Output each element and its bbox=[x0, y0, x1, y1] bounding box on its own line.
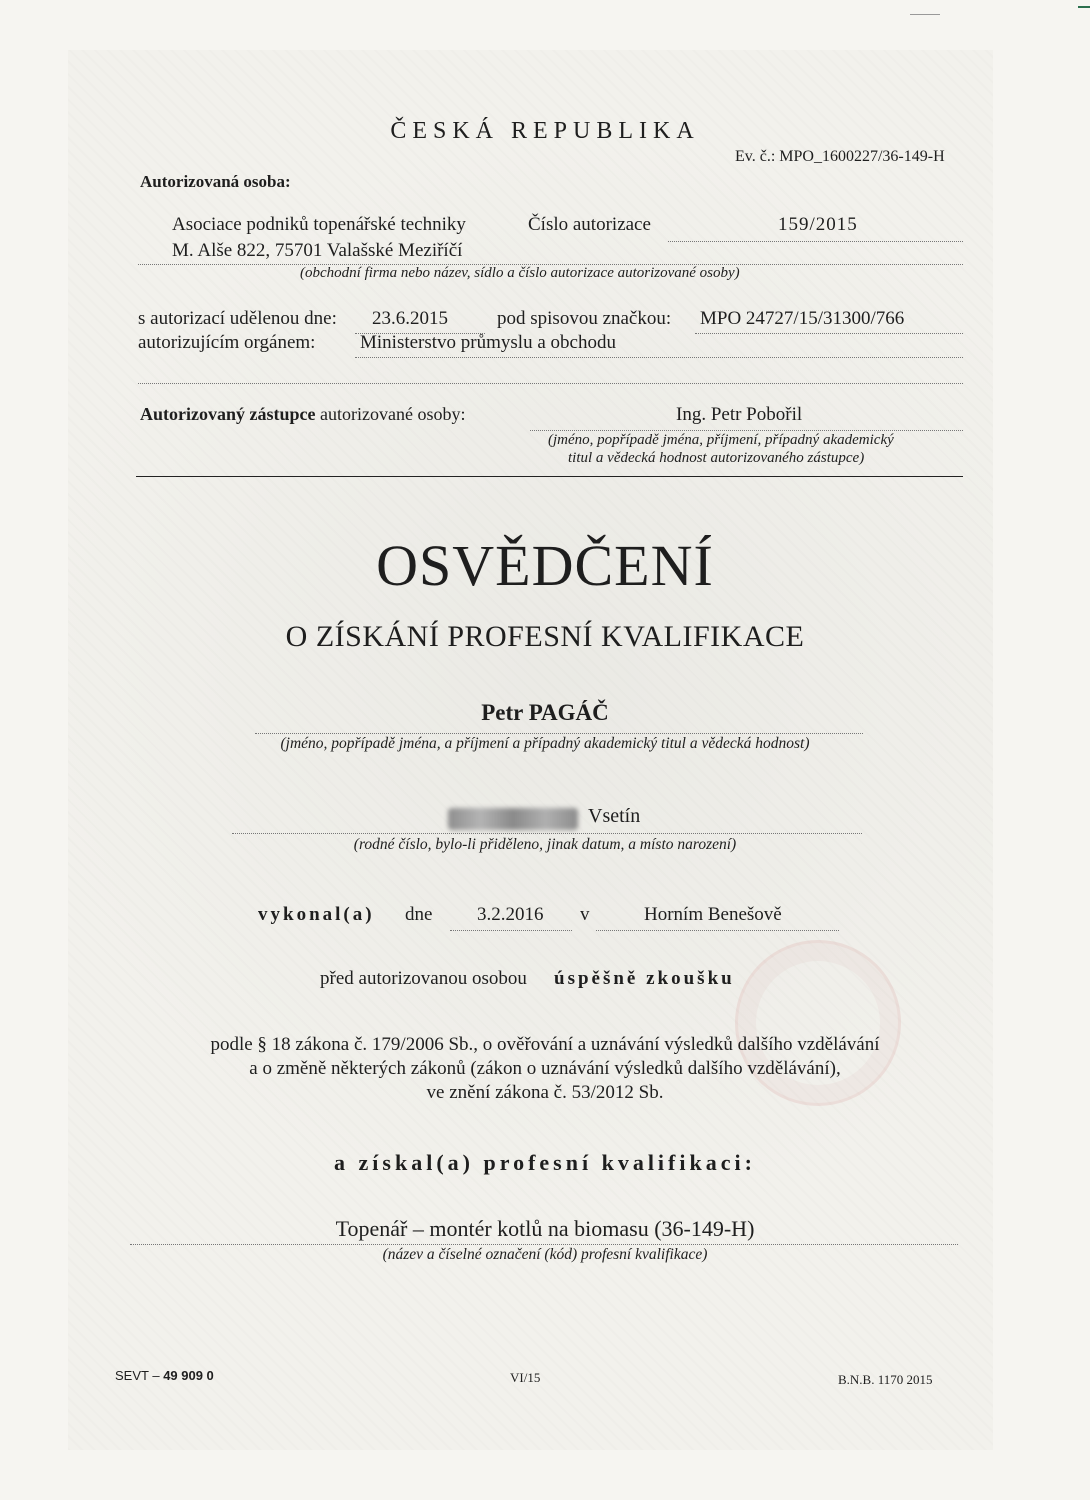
corner-mark bbox=[1078, 6, 1090, 8]
authorizing-body-label: autorizujícím orgánem: bbox=[138, 332, 316, 353]
corner-scratch bbox=[910, 14, 940, 15]
granted-label: s autorizací udělenou dne: bbox=[138, 308, 337, 329]
exam-place-line bbox=[596, 930, 839, 931]
holder-name-line bbox=[255, 733, 863, 734]
certificate-subtitle: O ZÍSKÁNÍ PROFESNÍ KVALIFIKACE bbox=[285, 620, 805, 653]
qualification-note: (název a číselné označení (kód) profesní kvalifikace) bbox=[382, 1246, 708, 1263]
place-label: v bbox=[580, 904, 590, 925]
company-address: M. Alše 822, 75701 Valašské Meziříčí bbox=[172, 240, 463, 261]
footer-right: B.N.B. 1170 2015 bbox=[838, 1372, 933, 1387]
success-text: úspěšně zkoušku bbox=[554, 968, 735, 989]
certificate-title: OSVĚDČENÍ bbox=[376, 533, 714, 598]
representative-label-bold: Autorizovaný zástupce bbox=[140, 404, 316, 424]
header-separator bbox=[136, 476, 963, 477]
exam-date-line bbox=[450, 930, 572, 931]
performed-label: vykonal(a) bbox=[258, 904, 375, 925]
qualification-heading: a získal(a) profesní kvalifikaci: bbox=[334, 1150, 756, 1175]
representative-note-line1: (jméno, popřípadě jména, příjmení, případný akademický bbox=[548, 432, 894, 448]
footer-center: VI/15 bbox=[510, 1370, 541, 1385]
birth-line bbox=[232, 833, 862, 834]
representative-name: Ing. Petr Pobořil bbox=[676, 404, 803, 425]
company-name: Asociace podniků topenářské techniky bbox=[172, 214, 466, 235]
authorizing-body-name: Ministerstvo průmyslu a obchodu bbox=[360, 332, 616, 353]
footer-left-prefix: SEVT – bbox=[115, 1368, 160, 1383]
exam-date: 3.2.2016 bbox=[477, 904, 544, 925]
country-heading: ČESKÁ REPUBLIKA bbox=[390, 118, 700, 144]
exam-place: Horním Benešově bbox=[644, 904, 782, 925]
law-line-1: podle § 18 zákona č. 179/2006 Sb., o ověřování a uznávání výsledků dalšího vzdělávání bbox=[210, 1034, 880, 1055]
authorization-label: Číslo autorizace bbox=[528, 214, 651, 235]
law-line-2: a o změně některých zákonů (zákon o uznávání výsledků dalšího vzdělávání), bbox=[249, 1058, 841, 1079]
file-number-line bbox=[695, 333, 963, 334]
birth-place: Vsetín bbox=[588, 805, 641, 827]
footer-left bbox=[115, 1368, 214, 1383]
file-number: MPO 24727/15/31300/766 bbox=[700, 308, 905, 329]
file-label: pod spisovou značkou: bbox=[497, 308, 672, 329]
authorization-number-line bbox=[668, 241, 963, 242]
qualification-line bbox=[130, 1244, 958, 1245]
representative-note-line2: titul a vědecká hodnost autorizovaného zástupce) bbox=[568, 450, 865, 466]
before-authorized-text: před autorizovanou osobou bbox=[320, 968, 527, 989]
evidence-number: Ev. č.: MPO_1600227/36-149-H bbox=[735, 148, 945, 165]
authorization-number: 159/2015 bbox=[778, 214, 858, 235]
authorized-person-label: Autorizovaná osoba: bbox=[140, 172, 291, 191]
authorized-person-note: (obchodní firma nebo název, sídlo a číslo autorizace autorizované osoby) bbox=[300, 265, 740, 281]
redacted-birth-number bbox=[448, 808, 578, 830]
date-label: dne bbox=[405, 904, 433, 925]
blank-line bbox=[138, 383, 963, 384]
authorizing-body-line bbox=[355, 357, 963, 358]
qualification-name: Topenář – montér kotlů na biomasu (36-149-H) bbox=[335, 1216, 755, 1241]
representative-line bbox=[530, 430, 963, 431]
holder-name: Petr PAGÁČ bbox=[481, 700, 609, 725]
birth-note: (rodné číslo, bylo-li přiděleno, jinak datum, a místo narození) bbox=[353, 836, 737, 853]
representative-label bbox=[140, 404, 465, 425]
holder-note: (jméno, popřípadě jména, a příjmení a případný akademický titul a vědecká hodnost) bbox=[280, 735, 810, 752]
granted-date: 23.6.2015 bbox=[372, 308, 448, 329]
law-line-3: ve znění zákona č. 53/2012 Sb. bbox=[426, 1082, 664, 1103]
footer-left-code: 49 909 0 bbox=[163, 1368, 214, 1383]
representative-label-rest: autorizované osoby: bbox=[319, 404, 466, 424]
